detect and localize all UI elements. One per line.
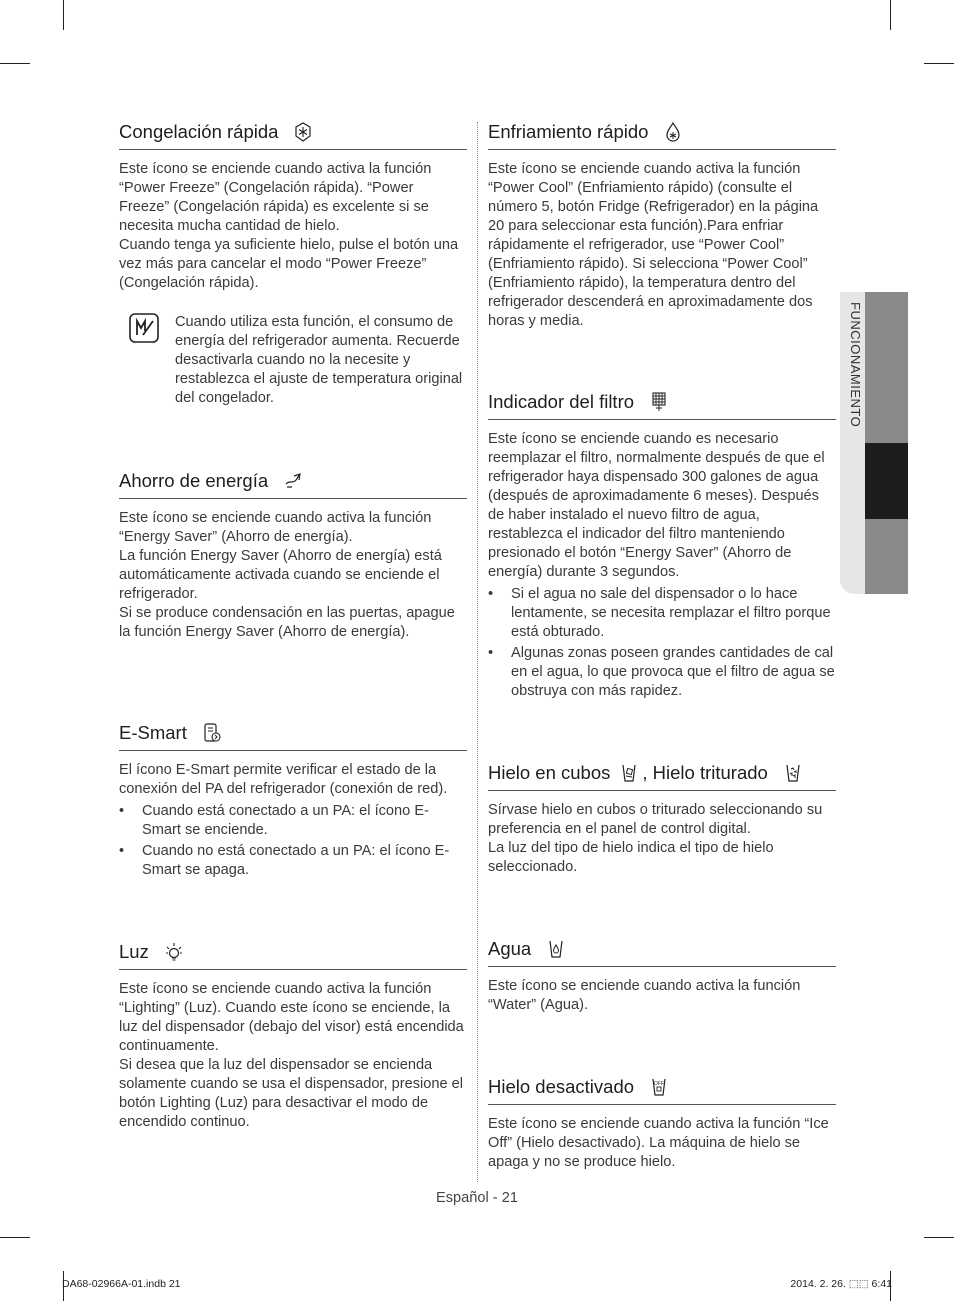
paragraph: Este ícono se enciende cuando activa la función “Lighting” (Luz). Cuando este ícono se enciende, la luz del dispensador (debajo del visor) está encendida continuamente. bbox=[119, 981, 464, 1054]
section-title bbox=[119, 721, 467, 751]
footer-file-info: DA68-02966A-01.indb 21 bbox=[62, 1278, 181, 1290]
bullet-item: • Cuando está conectado a un PA: el ícono E-Smart se enciende. bbox=[119, 802, 467, 840]
paragraph: Cuando tenga ya suficiente hielo, pulse el botón una vez más para cancelar el modo “Power Freeze” (Congelación rápida). bbox=[119, 237, 459, 291]
section-hielo bbox=[488, 761, 836, 877]
side-tab-marker bbox=[865, 292, 908, 443]
section-title bbox=[119, 940, 467, 970]
paragraph: Este ícono se enciende cuando activa la función “Water” (Agua). bbox=[488, 978, 801, 1013]
section-title-text: Agua bbox=[488, 938, 532, 959]
section-title-text: Hielo desactivado bbox=[488, 1076, 635, 1097]
bullet-item: • Si el agua no sale del dispensador o lo hace lentamente, se necesita remplazar el filtro porque está obturado. bbox=[488, 585, 836, 642]
paragraph: Este ícono se enciende cuando activa la función “Energy Saver” (Ahorro de energía). bbox=[119, 510, 432, 545]
section-title-text: Enfriamiento rápido bbox=[488, 121, 649, 142]
bullet-item: • Algunas zonas poseen grandes cantidades de cal en el agua, lo que provoca que el filtro de agua se obstruya con más rapidez. bbox=[488, 644, 836, 701]
paragraph: Si se produce condensación en las puertas, apague la función Energy Saver (Ahorro de energía). bbox=[119, 605, 455, 640]
section-congelacion-rapida bbox=[119, 120, 467, 293]
section-title bbox=[119, 120, 467, 150]
crop-mark bbox=[63, 0, 64, 30]
section-title-text: Indicador del filtro bbox=[488, 391, 635, 412]
section-body bbox=[488, 1115, 836, 1172]
section-body bbox=[488, 160, 836, 331]
section-title-text: Congelación rápida bbox=[119, 121, 279, 142]
section-title bbox=[119, 469, 467, 499]
paragraph: Si desea que la luz del dispensador se encienda solamente cuando se usa el dispensador, presione el botón Lighting (Luz) para desactivar el modo de encendido continuo. bbox=[119, 1057, 463, 1130]
crop-mark bbox=[924, 1237, 954, 1238]
column-divider bbox=[477, 122, 478, 1182]
bullet-item: • Cuando no está conectado a un PA: el ícono E-Smart se apaga. bbox=[119, 842, 467, 880]
note-box bbox=[119, 313, 467, 408]
paragraph: Sírvase hielo en cubos o triturado seleccionando su preferencia en el panel de control digital. bbox=[488, 802, 823, 837]
bullet-list bbox=[488, 585, 836, 701]
side-tab-active-marker bbox=[865, 443, 908, 519]
page-number: Español - 21 bbox=[436, 1190, 518, 1206]
section-body bbox=[119, 160, 467, 293]
section-title-text: E-Smart bbox=[119, 722, 187, 743]
section-body bbox=[488, 977, 836, 1015]
footer-timestamp: 2014. 2. 26. ⬚⬚ 6:41 bbox=[790, 1278, 892, 1290]
ice-off-icon bbox=[650, 1077, 668, 1097]
crop-mark bbox=[0, 1237, 30, 1238]
crop-mark bbox=[924, 63, 954, 64]
section-title-text: Hielo en cubos bbox=[488, 762, 611, 783]
paragraph: Este ícono se enciende cuando activa la función “Ice Off” (Hielo desactivado). La máquina de hielo se apaga y no se produce hielo. bbox=[488, 1116, 829, 1170]
section-agua bbox=[488, 937, 836, 1015]
section-body bbox=[119, 509, 467, 642]
power-cool-icon bbox=[664, 122, 682, 142]
crop-mark bbox=[0, 63, 30, 64]
section-title bbox=[488, 120, 836, 150]
cubed-ice-icon bbox=[620, 763, 638, 783]
esmart-icon bbox=[203, 723, 221, 743]
section-title bbox=[488, 1075, 836, 1105]
section-title-text: , Hielo triturado bbox=[642, 762, 768, 783]
section-title bbox=[488, 390, 836, 420]
section-title-text: Ahorro de energía bbox=[119, 470, 269, 491]
section-esmart bbox=[119, 721, 467, 882]
section-title-text: Luz bbox=[119, 941, 149, 962]
filter-icon bbox=[650, 392, 668, 412]
section-indicador-filtro bbox=[488, 390, 836, 703]
snowflake-icon bbox=[294, 122, 312, 142]
section-luz bbox=[119, 940, 467, 1132]
bullet-list bbox=[119, 802, 467, 880]
section-enfriamiento-rapido bbox=[488, 120, 836, 331]
paragraph: Este ícono se enciende cuando activa la función “Power Freeze” (Congelación rápida). “Power Freeze” (Congelación rápida) es excelente si se necesita mucha cantidad de hielo. bbox=[119, 161, 432, 234]
light-bulb-icon bbox=[165, 942, 183, 962]
section-body bbox=[488, 801, 836, 877]
section-ahorro-energia bbox=[119, 469, 467, 642]
water-icon bbox=[547, 939, 565, 959]
note-text: Cuando utiliza esta función, el consumo de energía del refrigerador aumenta. Recuerde desactivarla cuando no la necesite y restablezca el ajuste de temperatura original del congelador. bbox=[175, 314, 463, 406]
side-tab-marker bbox=[865, 519, 908, 594]
section-body bbox=[119, 761, 467, 880]
crop-mark bbox=[890, 0, 891, 30]
section-body bbox=[119, 980, 467, 1132]
section-title bbox=[488, 937, 836, 967]
paragraph: La función Energy Saver (Ahorro de energía) está automáticamente activada cuando se enciende el refrigerador. bbox=[119, 548, 442, 602]
paragraph: El ícono E-Smart permite verificar el estado de la conexión del PA del refrigerador (conexión de red). bbox=[119, 762, 448, 797]
energy-saver-icon bbox=[284, 471, 302, 491]
section-hielo-desactivado bbox=[488, 1075, 836, 1172]
paragraph: La luz del tipo de hielo indica el tipo de hielo seleccionado. bbox=[488, 840, 774, 875]
section-title bbox=[488, 761, 836, 791]
ice-off-icon-text: OFF bbox=[654, 1081, 665, 1087]
paragraph: Este ícono se enciende cuando activa la función “Power Cool” (Enfriamiento rápido) (consulte el número 5, botón Fridge (Refrigerador) en la página 20 para seleccionar esta función).Para enfriar rápidamente el refrigerador, use “Power Cool” (Enfriamiento rápido). Si selecciona “Power Cool” (Enfriamiento rápido), la temperatura dentro del refrigerador descenderá en aproximadamente dos horas y media. bbox=[488, 161, 819, 329]
section-body bbox=[488, 430, 836, 701]
paragraph: Este ícono se enciende cuando es necesario reemplazar el filtro, normalmente después de que el refrigerador haya dispensado 300 galones de agua (después de aproximadamente 6 meses). Después de haber instalado el nuevo filtro de agua, restablezca el indicador del filtro manteniendo presionado el botón “Energy Saver” (Ahorro de energía) durante 3 segundos. bbox=[488, 431, 825, 580]
note-icon bbox=[129, 313, 159, 343]
side-tab-label: FUNCIONAMIENTO bbox=[848, 302, 863, 428]
crushed-ice-icon bbox=[784, 763, 802, 783]
